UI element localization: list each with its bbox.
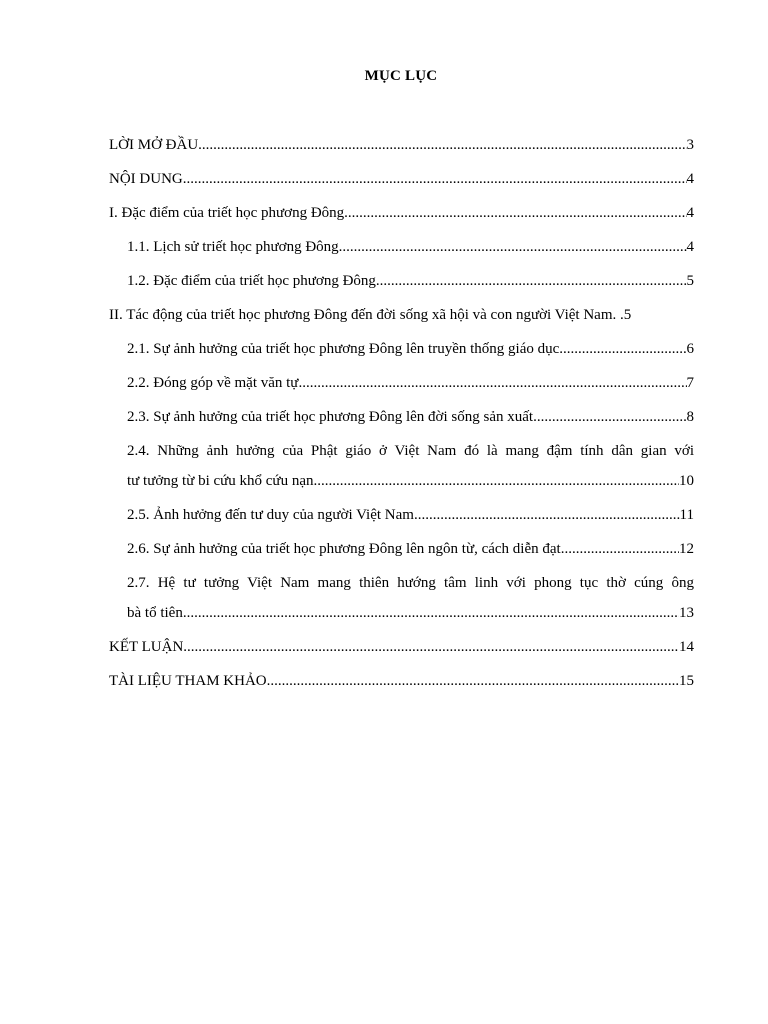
toc-entry-1-1[interactable] (109, 232, 694, 262)
toc-title: MỤC LỤC (364, 68, 438, 84)
toc-entry-text: KẾT LUẬN (109, 639, 184, 655)
toc-entry-text: TÀI LIỆU THAM KHẢO (109, 673, 267, 689)
toc-entry-page: 14 (679, 639, 694, 655)
dot-leader (559, 334, 686, 364)
dot-leader (561, 534, 679, 564)
toc-entry-page: 6 (686, 341, 694, 357)
toc-entry-page: 4 (686, 239, 694, 255)
toc-entry-text: I. Đặc điểm của triết học phương Đông (109, 205, 345, 221)
toc-entry-page: 5 (686, 273, 694, 289)
toc-entry-text: 2.2. Đóng góp về mặt văn tự (127, 375, 299, 391)
dot-leader (376, 266, 687, 296)
toc-entry-1-2[interactable] (109, 266, 694, 296)
toc-entry-2-2[interactable] (109, 368, 694, 398)
dot-leader (339, 232, 687, 262)
toc-entry-text-line2: bà tổ tiên (127, 605, 183, 621)
toc-entry-2-6[interactable] (109, 534, 694, 564)
toc-entry-section-2[interactable] (109, 300, 694, 330)
toc-entry-page: 13 (679, 605, 694, 621)
toc-entry-line2 (127, 466, 694, 496)
toc-entry-tai-lieu-tham-khao[interactable] (109, 666, 694, 696)
toc-entry-2-1[interactable] (109, 334, 694, 364)
toc-entry-section-1[interactable] (109, 198, 694, 228)
toc-entry-page: 10 (679, 473, 694, 489)
toc-entry-text: 1.1. Lịch sử triết học phương Đông (127, 239, 339, 255)
dot-leader (183, 164, 687, 194)
toc-entry-text: 2.1. Sự ảnh hưởng của triết học phương Đông lên truyền thống giáo dục (127, 341, 560, 357)
toc-entry-text: NỘI DUNG (109, 171, 183, 187)
toc-entry-ket-luan[interactable] (109, 632, 694, 662)
toc-entry-2-7[interactable] (109, 568, 694, 628)
toc-entry-page: 15 (679, 673, 694, 689)
toc-entry-page: 4 (686, 171, 694, 187)
dot-leader (414, 500, 680, 530)
dot-leader (183, 632, 679, 662)
toc-entry-page: 11 (679, 507, 694, 523)
toc-entry-text-line2: tư tưởng từ bi cứu khổ cứu nạn (127, 473, 314, 489)
toc-entry-text: 2.3. Sự ảnh hưởng của triết học phương Đông lên đời sống sản xuất (127, 409, 534, 425)
dot-leader (313, 466, 679, 496)
toc-entry-page: 12 (679, 541, 694, 557)
toc-entry-loi-mo-dau[interactable] (109, 130, 694, 160)
toc-entry-page: 7 (686, 375, 694, 391)
toc-entry-2-4[interactable] (109, 436, 694, 496)
toc-entry-page: 3 (686, 137, 694, 153)
dot-leader (198, 130, 686, 160)
toc-entry-text: 2.6. Sự ảnh hưởng của triết học phương Đông lên ngôn từ, cách diễn đạt (127, 541, 561, 557)
dot-leader (533, 402, 686, 432)
toc-entry-2-3[interactable] (109, 402, 694, 432)
table-of-contents (109, 130, 694, 700)
toc-entry-line2 (127, 598, 694, 628)
toc-entry-page: 8 (686, 409, 694, 425)
dot-leader (613, 300, 624, 330)
toc-entry-text-line1: 2.7. Hệ tư tưởng Việt Nam mang thiên hướng tâm linh với phong tục thờ cúng ông (127, 575, 694, 591)
toc-entry-text-line1: 2.4. Những ảnh hưởng của Phật giáo ở Việt Nam đó là mang đậm tính dân gian với (127, 443, 694, 459)
toc-entry-text: LỜI MỞ ĐẦU (109, 137, 199, 153)
toc-entry-text: 2.5. Ảnh hưởng đến tư duy của người Việt Nam (127, 507, 414, 523)
toc-entry-page: 5 (623, 307, 632, 323)
dot-leader (267, 666, 679, 696)
dot-leader (298, 368, 686, 398)
toc-entry-noi-dung[interactable] (109, 164, 694, 194)
toc-entry-text: II. Tác động của triết học phương Đông đến đời sống xã hội và con người Việt Nam (109, 307, 613, 323)
toc-entry-2-5[interactable] (109, 500, 694, 530)
dot-leader (344, 198, 686, 228)
toc-entry-text: 1.2. Đặc điểm của triết học phương Đông (127, 273, 376, 289)
dot-leader (183, 598, 679, 628)
toc-entry-page: 4 (686, 205, 694, 221)
